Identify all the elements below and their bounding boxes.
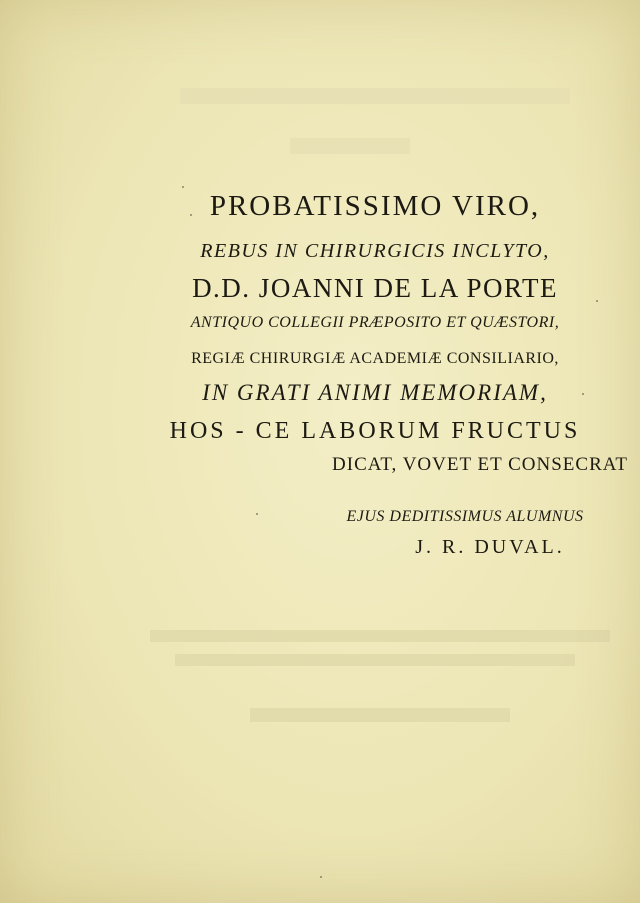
dedication-line-5: REGIÆ CHIRURGIÆ ACADEMIÆ CONSILIARIO, — [191, 350, 559, 367]
paper-speck — [582, 393, 584, 395]
paper-speck — [320, 876, 322, 878]
paper-speck — [256, 513, 258, 515]
paper-speck — [190, 214, 192, 216]
show-through-mark-shape — [0, 130, 640, 160]
dedication-recipient-name: D.D. JOANNI DE LA PORTE — [192, 273, 558, 303]
show-through-mark — [0, 80, 640, 110]
show-through-mark — [0, 700, 640, 730]
dedication-line-1: PROBATISSIMO VIRO, — [209, 190, 541, 222]
show-through-mark — [0, 130, 640, 160]
show-through-mark — [0, 620, 640, 680]
paper-speck — [596, 300, 598, 302]
dedication-line-2: REBUS IN CHIRURGICIS INCLYTO, — [200, 240, 550, 262]
dedication-line-9: EJUS DEDITISSIMUS ALUMNUS — [346, 508, 584, 525]
show-through-mark-shape — [0, 620, 640, 680]
dedication-line-4: ANTIQUO COLLEGII PRÆPOSITO ET QUÆSTORI, — [190, 314, 560, 331]
show-through-mark-shape — [0, 700, 640, 730]
show-through-mark-shape — [0, 80, 640, 110]
dedication-line-7: HOS - CE LABORUM FRUCTUS — [169, 418, 581, 444]
dedication-line-6: IN GRATI ANIMI MEMORIAM, — [202, 380, 548, 405]
paper-speck — [182, 186, 184, 188]
author-signature: J. R. DUVAL. — [415, 536, 565, 558]
dedication-line-8: DICAT, VOVET ET CONSECRAT — [332, 454, 628, 475]
